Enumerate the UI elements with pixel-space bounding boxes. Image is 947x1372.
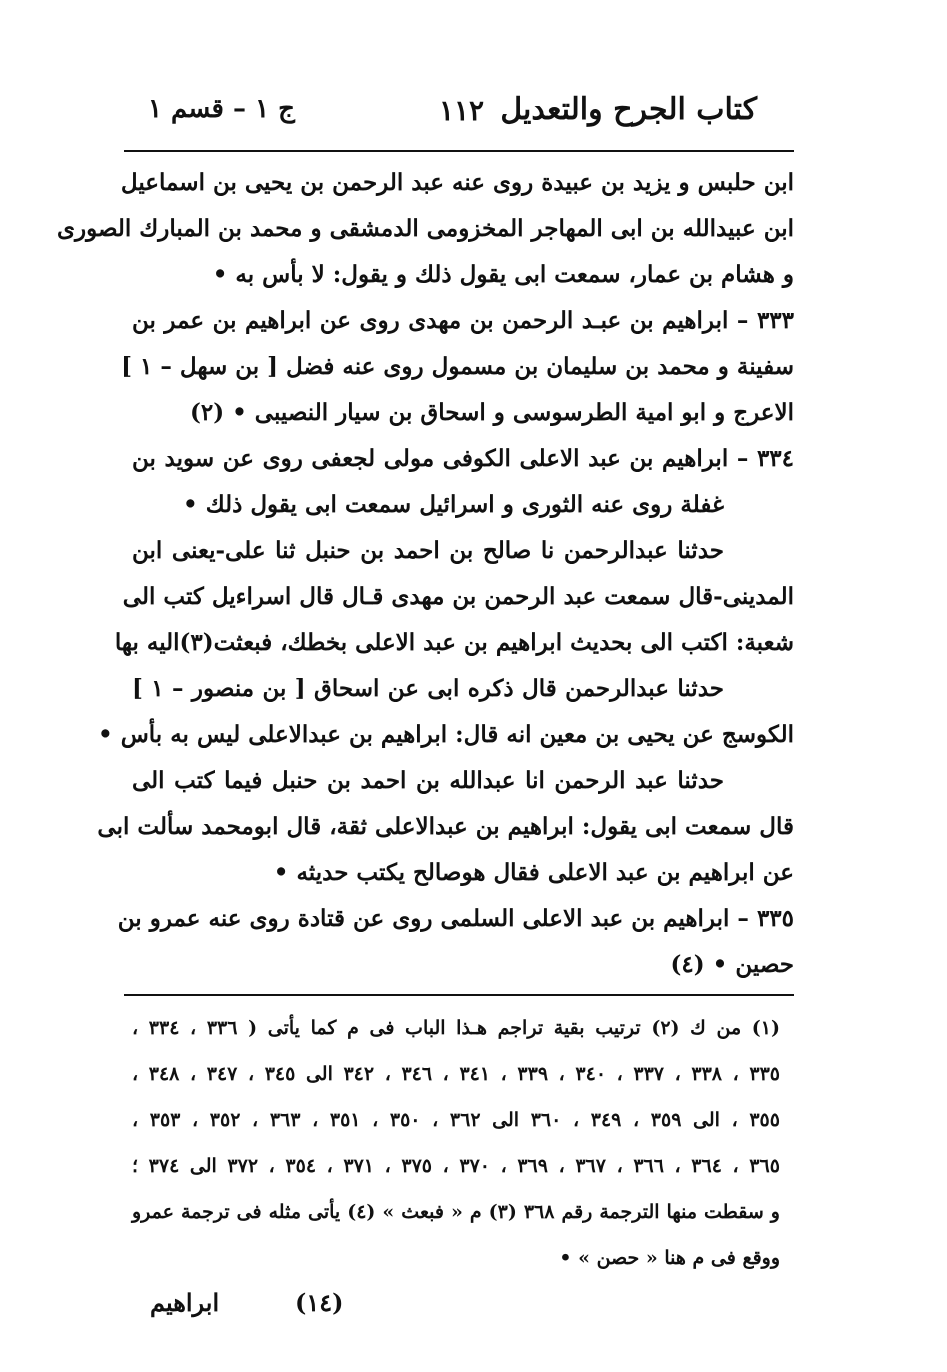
text-line: حصين • (٤) [670, 951, 794, 978]
footnote-line: و سقطت منها الترجمة رقم ٣٦٨ (٣) م « فبعث » (٤) يأتى مثله فى ترجمة عمرو [132, 1201, 780, 1223]
footnote-line: (١) من ك (٢) ترتيب بقية تراجم هـذا الباب فى م كما يأتى ( ٣٣٦ ، ٣٣٤ ، [132, 1017, 780, 1039]
page-header [128, 92, 795, 142]
footnotes [132, 1005, 780, 1281]
entry-335-line: ٣٣٥ – ابراهيم بن عبد الاعلى السلمى روى عن قتادة روى عنه عمرو بن [117, 905, 794, 932]
text-line: الاعرج و ابو امية الطرسوسى و اسحاق بن سيار النصيبى • (٢) [189, 399, 794, 426]
main-text [56, 160, 794, 988]
text-line: الكوسج عن يحيى بن معين انه قال: ابراهيم بن عبدالاعلى ليس به بأس • [98, 721, 794, 748]
text-line: غفلة روى عنه الثورى و اسرائيل سمعت ابى يقول ذلك • [182, 491, 724, 518]
text-line: ابن عبيدالله بن ابى المهاجر المخزومى الدمشقى و محمد بن المبارك الصورى [56, 215, 794, 242]
volume-label: ج ١ – قسم ١ [148, 94, 295, 124]
footnote-rule [124, 994, 794, 996]
entry-334-line: ٣٣٤ – ابراهيم بن عبد الاعلى الكوفى مولى لجعفى روى عن سويد بن [132, 445, 794, 472]
signature-mark: (١٤) [295, 1288, 344, 1317]
entry-333-line: ٣٣٣ – ابراهيم بن عبـد الرحمن بن مهدى روى عن ابراهيم بن عمر بن [132, 307, 794, 334]
text-line: حدثنا عبدالرحمن قال ذكره ابى عن اسحاق [ بن منصور – ١ ] [132, 675, 724, 702]
text-line: عن ابراهيم بن عبد الاعلى فقال هوصالح يكتب حديثه • [273, 859, 794, 886]
footnote-line: ٣٥٥ ، الى ٣٥٩ ، ٣٤٩ ، ٣٦٠ الى ٣٦٢ ، ٣٥٠ ، ٣٥١ ، ٣٦٣ ، ٣٥٢ ، ٣٥٣ ، [132, 1109, 780, 1131]
text-line: حدثنا عبدالرحمن نا صالح بن احمد بن حنبل ثنا على-يعنى ابن [132, 537, 724, 564]
page-number: ١١٢ [438, 94, 485, 127]
text-line: شعبة: اكتب الى بحديث ابراهيم بن عبد الاعلى بخطك، فبعثت(٣)اليه بها [114, 629, 794, 656]
text-line: قال سمعت ابى يقول: ابراهيم بن عبدالاعلى ثقة، قال ابومحمد سألت ابى [97, 813, 794, 840]
header-rule [124, 150, 794, 152]
text-line: المدينى-قال سمعت عبد الرحمن بن مهدى قـال قال اسراءيل كتب الى [122, 583, 794, 610]
footnote-line: ٣٣٥ ، ٣٣٨ ، ٣٣٧ ، ٣٤٠ ، ٣٣٩ ، ٣٤١ ، ٣٤٦ ، ٣٤٢ الى ٣٤٥ ، ٣٤٧ ، ٣٤٨ ، [132, 1063, 780, 1085]
text-line: ابن حلبس و يزيد بن عبيدة روى عنه عبد الرحمن بن يحيى بن اسماعيل [120, 169, 794, 196]
text-line: و هشام بن عمار، سمعت ابى يقول ذلك و يقول: لا بأس به • [212, 261, 794, 288]
text-line: سفينة و محمد بن سليمان بن مسمول روى عنه فضل [ بن سهل – ١ ] [121, 353, 794, 380]
text-line: حدثنا عبد الرحمن انا عبدالله بن احمد بن حنبل فيما كتب الى [132, 767, 724, 794]
book-title: كتاب الجرح والتعديل [500, 92, 757, 127]
footnote-line: ٣٦٥ ، ٣٦٤ ، ٣٦٦ ، ٣٦٧ ، ٣٦٩ ، ٣٧٠ ، ٣٧٥ ، ٣٧١ ، ٣٥٤ ، ٣٧٢ الى ٣٧٤ ؛ [132, 1155, 780, 1177]
footnote-line: ووقع فى م هنا « حصن » • [559, 1247, 780, 1269]
catchword: ابراهيم [150, 1288, 220, 1317]
